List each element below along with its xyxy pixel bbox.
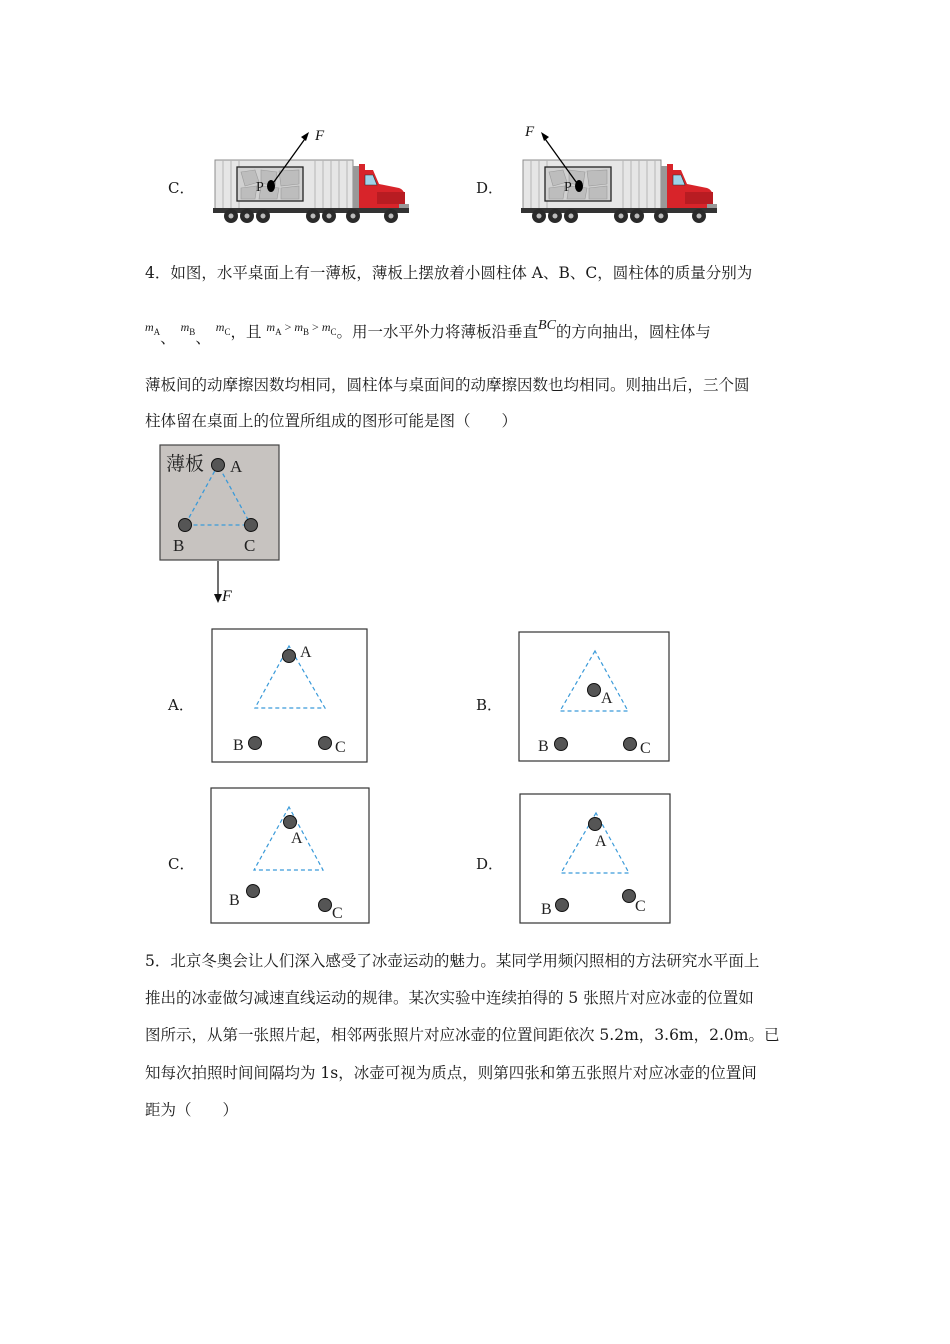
cylinder-c [245,519,258,532]
cylinder-b [249,737,262,750]
label-c: C [640,740,651,757]
truck-icon [521,160,717,223]
board-label: 薄板 [166,454,205,475]
point-p-label: P [564,180,572,195]
q4-main-figure [158,443,288,608]
q4-option-d-label: D． [476,855,504,873]
label-b: B [173,536,185,555]
label-a: A [291,830,303,847]
label-a: A [595,833,607,850]
label-a: A [300,644,312,661]
label-b: B [233,737,244,754]
q4-option-c-figure [210,787,371,925]
cylinder-c [623,890,636,903]
label-b: B [229,892,240,909]
cylinder-c [319,737,332,750]
label-a: A [230,457,243,476]
point-p-label: P [256,180,264,195]
q4-option-a-label: A． [168,696,194,714]
q4-line2: $^{m_A}$、 $^{m_B}$、 $^{m_C}$，且 $^{m_A > m_B > m_C}$。用一水平外力将薄板沿垂直BC的方向抽出，圆柱体与 [145,318,711,347]
cylinder-c [319,899,332,912]
q5-line4: 知每次拍照时间间隔均为 1s，冰壶可视为质点，则第四张和第五张照片对应冰壶的位置间 [145,1064,757,1082]
q5-line3: 图所示，从第一张照片起，相邻两张照片对应冰壶的位置间距依次 5.2m，3.6m，2.0m。已 [145,1026,780,1044]
q4-line1: 4．如图，水平桌面上有一薄板，薄板上摆放着小圆柱体 A、B、C，圆柱体的质量分别为 [145,264,753,282]
arrow-down-icon [214,594,222,603]
cylinder-b [247,885,260,898]
cylinder-a [284,816,297,829]
truck-icon [213,160,409,223]
q4-option-d-figure [519,793,672,925]
q4-option-b-label: B． [476,696,503,714]
cylinder-b [555,738,568,751]
label-c: C [335,739,346,756]
label-c: C [244,536,256,555]
truck-figure-d [513,120,728,225]
q4-line3: 薄板间的动摩擦因数均相同，圆柱体与桌面间的动摩擦因数也均相同。则抽出后，三个圆 [145,376,750,394]
cylinder-b [179,519,192,532]
cylinder-b [556,899,569,912]
q4-option-b-figure [518,631,671,763]
label-a: A [601,690,613,707]
cylinder-a [588,684,601,697]
cylinder-a [283,650,296,663]
force-label: F [222,588,232,605]
label-b: B [541,901,552,918]
cylinder-c [624,738,637,751]
arrow-head-icon [541,132,549,141]
q4-option-c-label: C． [168,855,195,873]
force-label: F [525,124,535,140]
q5-line1: 5．北京冬奥会让人们深入感受了冰壶运动的魅力。某同学用频闪照相的方法研究水平面上 [145,952,760,970]
q5-line5: 距为（ ） [145,1101,239,1119]
q5-line2: 推出的冰壶做匀减速直线运动的规律。某次实验中连续拍得的 5 张照片对应冰壶的位置如 [145,989,754,1007]
q4-option-a-figure [211,628,369,764]
q4-line4: 柱体留在桌面上的位置所组成的图形可能是图（ ） [145,412,518,430]
truck-figure-c [205,120,420,225]
cylinder-a [589,818,602,831]
option-c-label: C． [168,179,195,197]
arrow-head-icon [301,132,309,141]
force-label: F [315,128,325,144]
option-d-label: D． [476,179,504,197]
cylinder-a [212,459,225,472]
label-b: B [538,738,549,755]
label-c: C [635,898,646,915]
label-c: C [332,905,343,922]
